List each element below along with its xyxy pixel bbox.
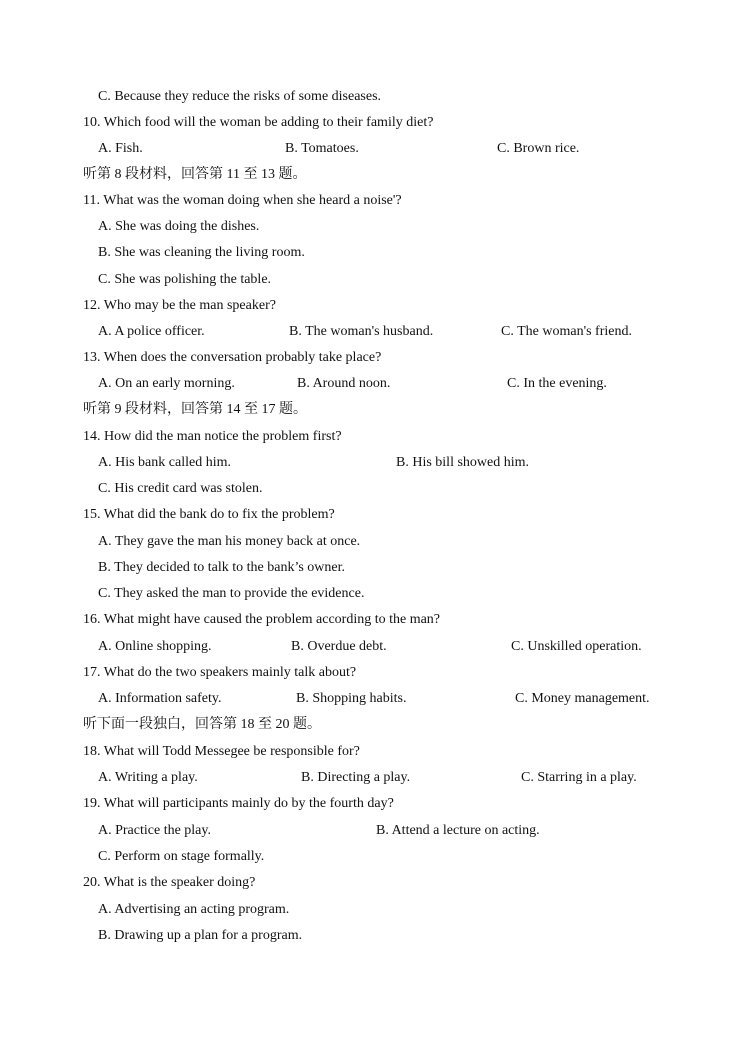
question-text: 11. What was the woman doing when she heard a noise'? — [83, 193, 402, 208]
question-line — [0, 296, 752, 316]
option-line — [0, 637, 752, 657]
option-line — [0, 689, 752, 709]
option-c: C. Starring in a play. — [521, 770, 637, 785]
question-line — [0, 348, 752, 368]
option-text: C. His credit card was stolen. — [98, 481, 263, 496]
option-b: B. Shopping habits. — [296, 691, 407, 706]
option-a: A. His bank called him. — [98, 455, 231, 470]
option-a: A. A police officer. — [98, 324, 205, 339]
question-line — [0, 794, 752, 814]
question-line — [0, 191, 752, 211]
option-line — [0, 821, 752, 841]
question-text: 17. What do the two speakers mainly talk about? — [83, 665, 357, 680]
option-line — [0, 322, 752, 342]
option-text: C. Because they reduce the risks of some diseases. — [98, 89, 382, 104]
option-line — [0, 532, 752, 552]
option-a: A. Fish. — [98, 141, 143, 156]
question-line — [0, 742, 752, 762]
option-line — [0, 584, 752, 604]
question-text: 14. How did the man notice the problem first? — [83, 429, 342, 444]
section-heading-text: 听第 9 段材料，回答第 14 至 17 题。 — [83, 402, 307, 417]
section-heading — [0, 400, 752, 420]
option-line — [0, 270, 752, 290]
question-line — [0, 505, 752, 525]
option-line — [0, 768, 752, 788]
option-text: A. They gave the man his money back at once. — [98, 534, 361, 549]
section-heading-text: 听第 8 段材料，回答第 11 至 13 题。 — [83, 167, 307, 182]
option-line — [0, 847, 752, 867]
option-b: B. Attend a lecture on acting. — [376, 823, 540, 838]
option-b: B. His bill showed him. — [396, 455, 530, 470]
option-b: B. The woman's husband. — [289, 324, 434, 339]
question-text: 10. Which food will the woman be adding to their family diet? — [83, 115, 434, 130]
question-text: 20. What is the speaker doing? — [83, 875, 256, 890]
question-text: 16. What might have caused the problem according to the man? — [83, 612, 441, 627]
option-line — [0, 558, 752, 578]
question-text: 15. What did the bank do to fix the problem? — [83, 507, 335, 522]
option-line — [0, 243, 752, 263]
question-text: 19. What will participants mainly do by the fourth day? — [83, 796, 394, 811]
option-b: B. Directing a play. — [301, 770, 411, 785]
question-line — [0, 113, 752, 133]
option-text: C. They asked the man to provide the evidence. — [98, 586, 365, 601]
option-a: A. Information safety. — [98, 691, 222, 706]
option-c: C. Money management. — [515, 691, 650, 706]
section-heading — [0, 715, 752, 735]
option-line — [0, 926, 752, 946]
option-text: C. She was polishing the table. — [98, 272, 272, 287]
option-text: A. Advertising an acting program. — [98, 902, 290, 917]
option-b: B. Tomatoes. — [285, 141, 359, 156]
option-a: A. Online shopping. — [98, 639, 212, 654]
option-text: C. Perform on stage formally. — [98, 849, 265, 864]
question-line — [0, 610, 752, 630]
question-line — [0, 663, 752, 683]
option-b: B. Around noon. — [297, 376, 391, 391]
question-text: 13. When does the conversation probably take place? — [83, 350, 382, 365]
question-line — [0, 873, 752, 893]
option-b: B. Overdue debt. — [291, 639, 387, 654]
option-text: B. Drawing up a plan for a program. — [98, 928, 303, 943]
option-text: A. She was doing the dishes. — [98, 219, 260, 234]
question-text: 18. What will Todd Messegee be responsible for? — [83, 744, 360, 759]
option-c: C. Unskilled operation. — [511, 639, 642, 654]
option-line — [0, 900, 752, 920]
section-heading-text: 听下面一段独白，回答第 18 至 20 题。 — [83, 717, 321, 732]
option-a: A. Practice the play. — [98, 823, 211, 838]
option-line — [0, 217, 752, 237]
option-c: C. In the evening. — [507, 376, 607, 391]
section-heading — [0, 165, 752, 185]
option-a: A. Writing a play. — [98, 770, 198, 785]
option-line — [0, 87, 752, 107]
question-line — [0, 427, 752, 447]
question-text: 12. Who may be the man speaker? — [83, 298, 276, 313]
option-a: A. On an early morning. — [98, 376, 235, 391]
option-text: B. They decided to talk to the bank’s owner. — [98, 560, 346, 575]
option-c: C. Brown rice. — [497, 141, 580, 156]
option-c: C. The woman's friend. — [501, 324, 632, 339]
option-line — [0, 453, 752, 473]
option-line — [0, 139, 752, 159]
option-text: B. She was cleaning the living room. — [98, 245, 305, 260]
option-line — [0, 374, 752, 394]
option-line — [0, 479, 752, 499]
